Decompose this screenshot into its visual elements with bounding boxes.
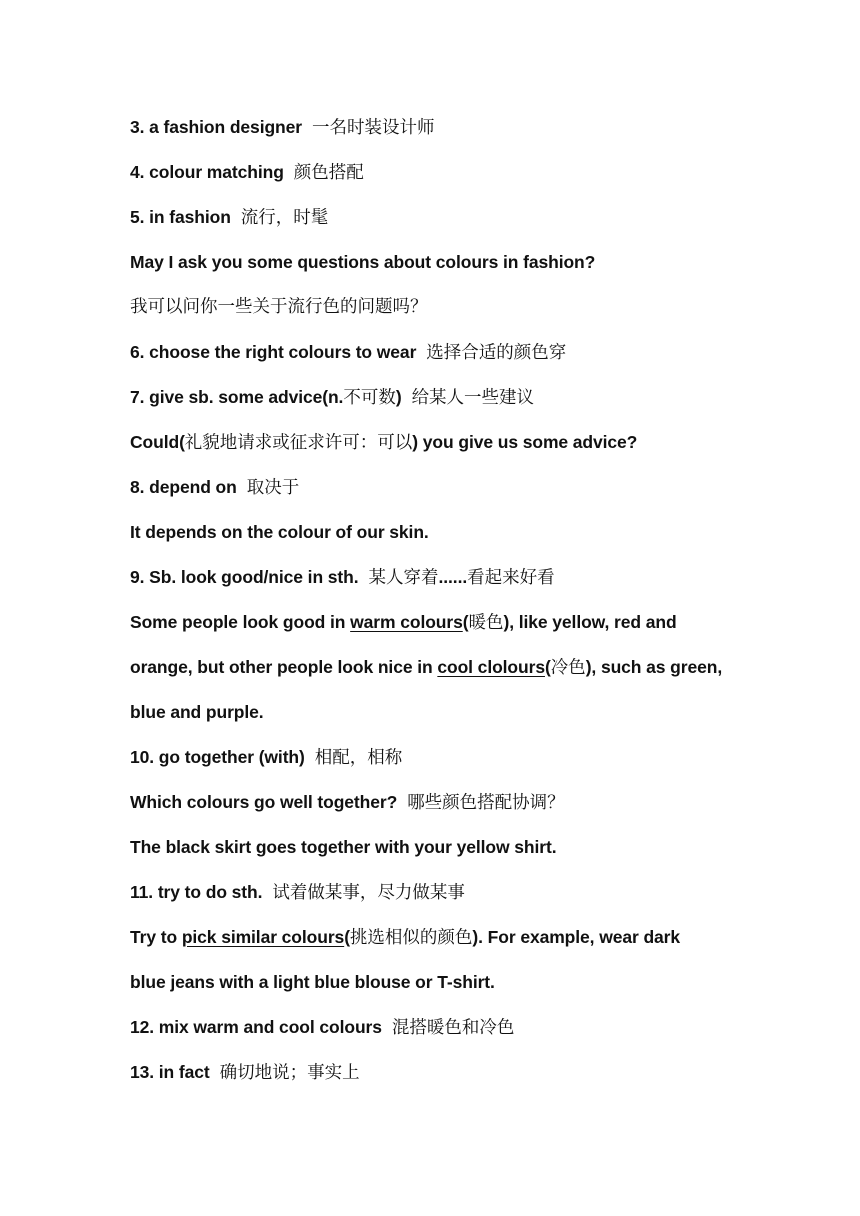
example-sentence bbox=[130, 789, 565, 815]
example-sentence bbox=[130, 654, 722, 680]
phrase-13 bbox=[130, 1059, 360, 1085]
phrase-7 bbox=[130, 384, 534, 410]
paren-open: ( bbox=[344, 927, 350, 947]
phrase-en: 6. choose the right colours to wear bbox=[130, 342, 417, 362]
phrase-en: 9. Sb. look good/nice in sth. bbox=[130, 567, 359, 587]
phrase-en: 8. depend on bbox=[130, 477, 237, 497]
phrase-en-close: ) bbox=[395, 387, 402, 407]
phrase-zh: 选择合适的颜色穿 bbox=[426, 343, 567, 363]
phrase-5 bbox=[130, 204, 328, 230]
underlined-term: cool clolours bbox=[437, 657, 545, 677]
ellipsis: ...... bbox=[438, 567, 468, 587]
sentence-en: Some people look good in bbox=[130, 612, 351, 632]
example-sentence bbox=[130, 249, 595, 275]
note-zh: 不可数 bbox=[343, 388, 396, 408]
phrase-en: 5. in fashion bbox=[130, 207, 231, 227]
phrase-en: 3. a fashion designer bbox=[130, 117, 302, 137]
sentence-en: orange, but other people look nice in bbox=[130, 657, 438, 677]
underlined-term: warm colours bbox=[350, 612, 463, 632]
phrase-en: 12. mix warm and cool colours bbox=[130, 1017, 382, 1037]
phrase-zh: 看起来好看 bbox=[467, 568, 555, 588]
sentence-en-rest: ), such as green, bbox=[585, 657, 723, 677]
example-sentence bbox=[130, 699, 264, 725]
sentence-zh: 我可以问你一些关于流行色的问题吗？ bbox=[130, 297, 428, 317]
note-zh: 挑选相似的颜色 bbox=[349, 928, 473, 948]
sentence-en: Could( bbox=[130, 432, 185, 452]
phrase-zh: 颜色搭配 bbox=[293, 163, 364, 183]
phrase-6 bbox=[130, 339, 566, 365]
phrase-en: 11. try to do sth. bbox=[130, 882, 263, 902]
underlined-term: pick similar colours bbox=[181, 927, 345, 947]
phrase-zh: 流行，时髦 bbox=[240, 208, 329, 228]
phrase-12 bbox=[130, 1014, 514, 1040]
sentence-en: May I ask you some questions about colours in fashion? bbox=[130, 252, 596, 272]
paren-open: ( bbox=[462, 612, 469, 632]
sentence-en: blue jeans with a light blue blouse or T-shirt. bbox=[130, 972, 495, 992]
sentence-en: Try to bbox=[130, 927, 182, 947]
phrase-zh-a: 某人穿着 bbox=[368, 568, 439, 588]
phrase-zh: 试着做某事，尽力做某事 bbox=[272, 883, 465, 903]
phrase-3 bbox=[130, 114, 434, 140]
example-sentence bbox=[130, 609, 677, 635]
phrase-11 bbox=[130, 879, 465, 905]
phrase-zh: 确切地说；事实上 bbox=[219, 1063, 360, 1083]
example-sentence bbox=[130, 519, 429, 545]
phrase-zh: 给某人一些建议 bbox=[411, 388, 535, 408]
phrase-10 bbox=[130, 744, 402, 770]
example-sentence bbox=[130, 429, 637, 455]
example-sentence bbox=[130, 924, 680, 950]
sentence-en: Which colours go well together? bbox=[130, 792, 398, 812]
sentence-en-rest: ), like yellow, red and bbox=[503, 612, 677, 632]
phrase-en: 7. give sb. some advice(n. bbox=[130, 387, 344, 407]
phrase-en: 13. in fact bbox=[130, 1062, 210, 1082]
paren-open: ( bbox=[544, 657, 551, 677]
phrase-zh: 取决于 bbox=[246, 478, 300, 498]
note-zh: 暖色 bbox=[468, 613, 504, 633]
sentence-en: The black skirt goes together with your yellow shirt. bbox=[130, 837, 557, 857]
phrase-4 bbox=[130, 159, 364, 185]
phrase-8 bbox=[130, 474, 299, 500]
example-sentence bbox=[130, 969, 495, 995]
example-sentence bbox=[130, 834, 556, 860]
phrase-9 bbox=[130, 564, 555, 590]
note-zh: 冷色 bbox=[550, 658, 586, 678]
phrase-zh: 相配，相称 bbox=[314, 748, 403, 768]
phrase-en: 4. colour matching bbox=[130, 162, 284, 182]
phrase-zh: 一名时装设计师 bbox=[311, 118, 435, 138]
sentence-zh: 哪些颜色搭配协调？ bbox=[407, 793, 565, 813]
note-zh: 礼貌地请求或征求许可：可以 bbox=[184, 433, 413, 453]
sentence-en: It depends on the colour of our skin. bbox=[130, 522, 429, 542]
sentence-en: blue and purple. bbox=[130, 702, 264, 722]
sentence-en-rest: ). For example, wear dark bbox=[472, 927, 681, 947]
phrase-en: 10. go together (with) bbox=[130, 747, 305, 767]
phrase-zh: 混搭暖色和冷色 bbox=[391, 1018, 515, 1038]
translation-line bbox=[130, 294, 428, 320]
sentence-en-rest: ) you give us some advice? bbox=[412, 432, 638, 452]
